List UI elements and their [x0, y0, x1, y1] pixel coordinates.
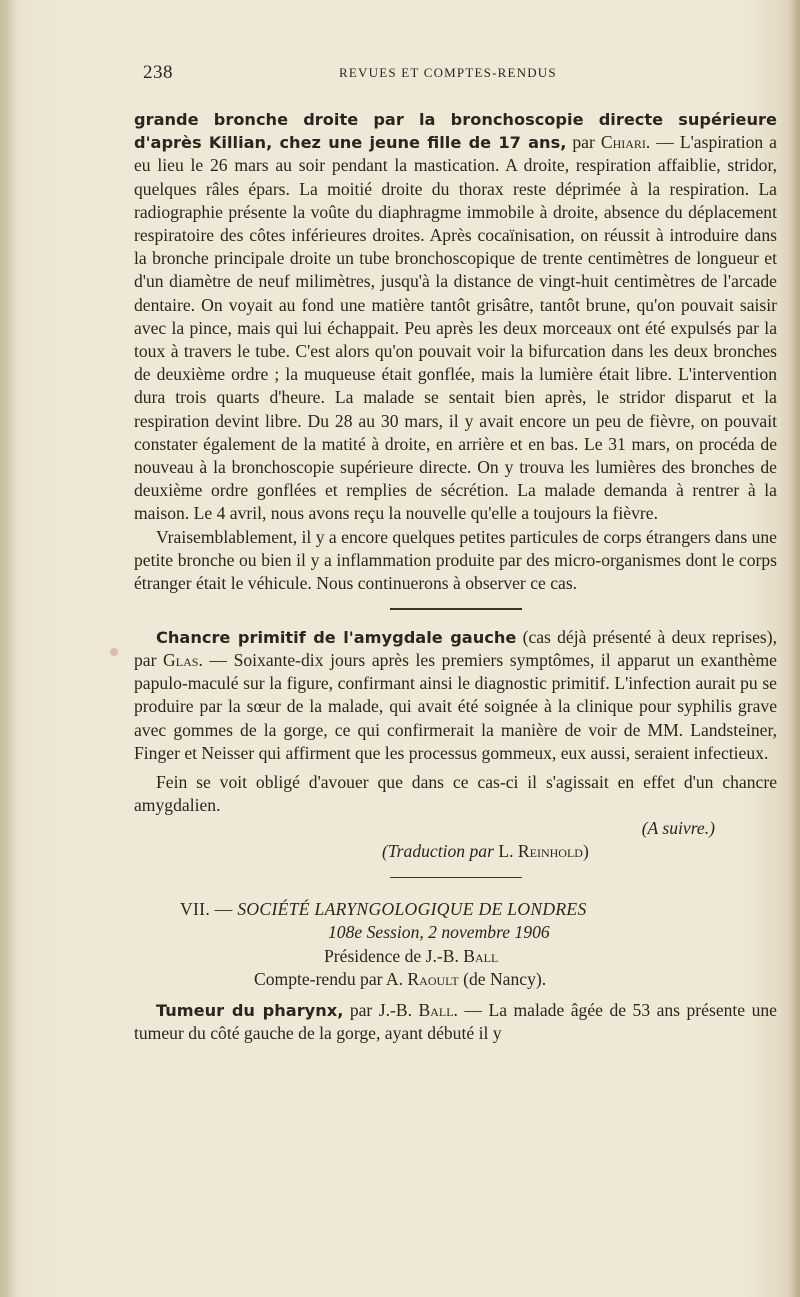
article-body: . — L'aspiration a eu lieu le 26 mars au soir pendant la mastication. A droite, respiration affaiblie, stridor, quelques râles épars. La moitié droite du thorax reste déprimée à la respiration. La radiographie présente la voûte du diaphragme immobile à droite, absence du déplacement respiratoire des côtes inférieures droites. Après cocaïnisation, on réussit à introduire dans la bronche principale droite un tube bronchoscopique de trente centimètres de longueur et d'un diamètre de neuf milimètres, jusqu'à la distance de vingt-huit centimètres de l'arcade dentaire. On voyait au fond une matière tantôt grisâtre, tantôt brune, qu'on pouvait saisir avec la pince, mais qui lui échappait. Peu après les deux morceaux ont été expulsés par la toux à travers le tube. C'est alors qu'on pouvait voir la bifurcation dans les deux bronches de deuxième ordre ; la muqueuse était gonflée, mais la lumière était libre. L'intervention dura trois quarts d'heure. La malade se sentait bien après, le stridor disparut et la respiration devint libre. Du 28 au 30 mars, il y avait encore un peu de fièvre, on pouvait constater également de la matité à droite, en arrière et en bas. Le 31 mars, on procéda de nouveau à la bronchoscopie supérieure directe. On y trouva les lumières des bronches de deuxième ordre gonflées et remplies de sécrétion. La malade demanda à rentrer à la maison. Le 4 avril, nous avons reçu la nouvelle qu'elle a toujours la fièvre. — [134, 132, 777, 524]
article-body: . — La malade âgée de 53 ans présente une tumeur du côté gauche de la gorge, ayant débuté il y — [134, 999, 777, 1044]
article-glas: Chancre primitif de l'amygdale gauche (cas déjà présenté à deux reprises), par Glas. — Soixante-dix jours après les premiers symptômes, il apparut un exanthème papulo-maculé sur la figure, confirmant ainsi le diagnostic primitif. L'infection aurait pu se produire par la sœur de la malade, qui avait été soignée à la clinique pour syphilis grave avec gommes de la gorge, ce qui confirmerait la manière de voir de MM. Landsteiner, Finger et Neisser qui affirment que les processus gommeux, eux aussi, seraient infectieux. — [134, 626, 777, 763]
page-edge-shadow — [790, 0, 800, 1297]
section-divider — [390, 877, 522, 879]
article-title: grande bronche droite par la bronchoscopie directe supérieure d'après Killian, chez une jeune fille de 17 ans, — [134, 110, 777, 153]
binding-shadow — [0, 0, 16, 1297]
article-title: Chancre primitif de l'amygdale gauche — [156, 627, 517, 647]
session-line: 108e Session, 2 novembre 1906 — [328, 922, 550, 943]
article-title: Tumeur du pharynx, — [156, 1000, 344, 1020]
author-name: Glas — [163, 649, 199, 670]
page-number: 238 — [143, 62, 173, 83]
article-body: . — Soixante-dix jours après les premiers symptômes, il apparut un exanthème papulo-maculé sur la figure, confirmant ainsi le diagnostic primitif. L'infection aurait pu se produire par la sœur de la malade, qui avait été soignée à la clinique pour syphilis grave avec gommes de la gorge, ce qui confirmerait la manière de voir de MM. Landsteiner, Finger et Neisser qui affirment que les processus gommeux, eux aussi, seraient infectieux. — [134, 649, 777, 763]
page-body — [134, 108, 777, 1045]
to-be-continued: (A suivre.) — [641, 818, 715, 839]
author-name: Chiari — [600, 132, 646, 153]
article-paragraph: Fein se voit obligé d'avouer que dans ce cas-ci il s'agissait en effet d'un chancre amygdalien. (A suivre.) — [134, 771, 777, 817]
page-header — [143, 62, 783, 86]
article-paragraph: Vraisemblablement, il y a encore quelques petites particules de corps étrangers dans une petite bronche ou bien il y a inflammation produite par des micro-organismes dont le corps étranger était le véhicule. Nous continuerons à observer ce cas. — [134, 526, 777, 594]
compte-rendu-line: Compte-rendu par A. Raoult (de Nancy). — [254, 968, 547, 989]
author-name: Ball — [418, 999, 454, 1020]
article-chiari: grande bronche droite par la bronchoscopie directe supérieure d'après Killian, chez une jeune fille de 17 ans, par Chiari. — L'aspiration a eu lieu le 26 mars au soir pendant la mastication. A droite, respiration affaiblie, stridor, quelques râles épars. La moitié droite du thorax reste déprimée à la respiration. La radiographie présente la voûte du diaphragme immobile à droite, absence du déplacement respiratoire des côtes inférieures droites. Après cocaïnisation, on réussit à introduire dans la bronche principale droite un tube bronchoscopique de trente centimètres de longueur et d'un diamètre de neuf milimètres, jusqu'à la distance de vingt-huit centimètres de l'arcade dentaire. On voyait au fond une matière tantôt grisâtre, tantôt brune, qu'on pouvait saisir avec la pince, mais qui lui échappait. Peu après les deux morceaux ont été expulsés par la toux à travers le tube. C'est alors qu'on pouvait voir la bifurcation dans les deux bronches de deuxième ordre ; la muqueuse était gonflée, mais la lumière était libre. L'intervention dura trois quarts d'heure. La malade se sentait bien après, le stridor disparut et la respiration devint libre. Du 28 au 30 mars, il y avait encore un peu de fièvre, on pouvait constater également de la matité à droite, en arrière et en bas. Le 31 mars, on procéda de nouveau à la bronchoscopie supérieure directe. On y trouva les lumières des bronches de deuxième ordre gonflées et remplies de sécrétion. La malade demanda à rentrer à la maison. Le 4 avril, nous avons reçu la nouvelle qu'elle a toujours la fièvre. — [134, 110, 777, 524]
presidence-line: Présidence de J.-B. Ball — [324, 945, 499, 966]
running-title: REVUES ET COMPTES-RENDUS — [339, 65, 557, 80]
translation-credit: (Traduction par L. Reinhold) — [382, 841, 589, 862]
article-ball: Tumeur du pharynx, par J.-B. Ball. — La malade âgée de 53 ans présente une tumeur du côté gauche de la gorge, ayant débuté il y — [134, 999, 777, 1044]
ink-blot — [110, 648, 118, 656]
translator-name: Reinhold — [517, 841, 583, 862]
section-heading: VII. — SOCIÉTÉ LARYNGOLOGIQUE DE LONDRES — [180, 899, 587, 920]
section-divider — [390, 608, 522, 610]
